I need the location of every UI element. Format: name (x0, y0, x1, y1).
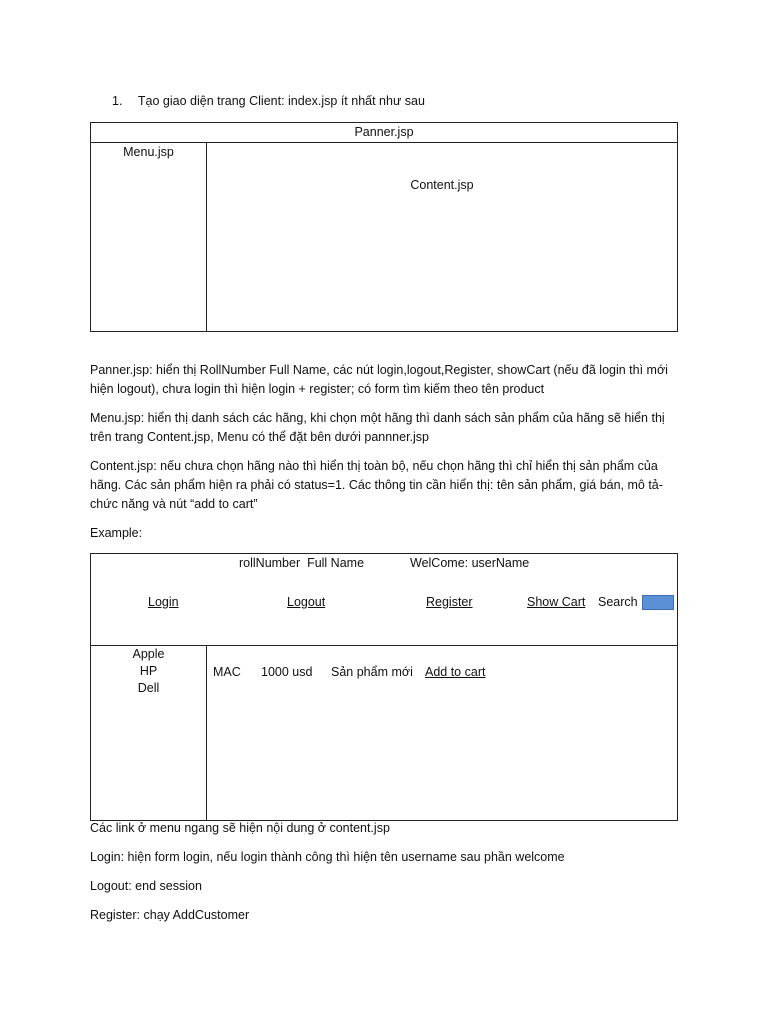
logout-link[interactable]: Logout (287, 595, 326, 609)
product-desc: Sản phẩm mới (331, 665, 413, 679)
example-header (91, 554, 677, 646)
brand-menu (91, 646, 207, 820)
menu-cell: Menu.jsp (91, 143, 207, 332)
example-label: Example: (90, 526, 143, 540)
header-name: rollNumber Full Name (239, 556, 365, 570)
menu-description: Menu.jsp: hiển thị danh sách các hãng, khi chọn một hãng thì danh sách sản phẩm của hãng sẽ hiển thị trên trang Content.jsp, Menu có thể đặt bên dưới pannner.jsp (90, 411, 665, 444)
note-register: Register: chạy AddCustomer (90, 908, 250, 922)
brand-apple[interactable]: Apple (132, 647, 165, 661)
content-cell: Content.jsp (207, 143, 678, 332)
search-form (598, 593, 674, 612)
panner-cell: Panner.jsp (91, 123, 678, 143)
brand-hp[interactable]: HP (139, 664, 158, 678)
heading-text: Tạo giao diện trang Client: index.jsp ít nhất như sau (137, 94, 425, 108)
layout-table (90, 122, 678, 332)
product-name: MAC (213, 665, 241, 679)
panner-description: Panner.jsp: hiển thị RollNumber Full Name, các nút login,logout,Register, showCart (nếu đã login thì mới hiện logout), chưa login thì hiện login + register; có form tìm kiếm theo tên product (90, 363, 668, 396)
note-horizontal-menu: Các link ở menu ngang sẽ hiện nội dung ở content.jsp (90, 821, 390, 835)
login-link[interactable]: Login (148, 595, 179, 609)
note-logout: Logout: end session (90, 879, 202, 893)
welcome-text: WelCome: userName (410, 556, 530, 570)
show-cart-link[interactable]: Show Cart (527, 595, 586, 609)
heading-number: 1. (112, 94, 123, 108)
search-label: Search (598, 595, 638, 609)
register-link[interactable]: Register (426, 595, 473, 609)
note-login: Login: hiện form login, nếu login thành công thì hiện tên username sau phần welcome (90, 850, 565, 864)
heading (112, 92, 425, 111)
content-description: Content.jsp: nếu chưa chọn hãng nào thì hiển thị toàn bộ, nếu chọn hãng thì chỉ hiển thị sản phẩm của hãng. Các sản phẩm hiện ra phải có status=1. Các thông tin cần hiển thị: tên sản phẩm, giá bán, mô tả-chức năng và nút “add to cart” (90, 459, 663, 511)
search-input[interactable] (642, 595, 674, 610)
add-to-cart-link[interactable]: Add to cart (425, 665, 486, 679)
product-price: 1000 usd (261, 665, 313, 679)
example-table (90, 553, 678, 821)
brand-dell[interactable]: Dell (137, 681, 160, 695)
